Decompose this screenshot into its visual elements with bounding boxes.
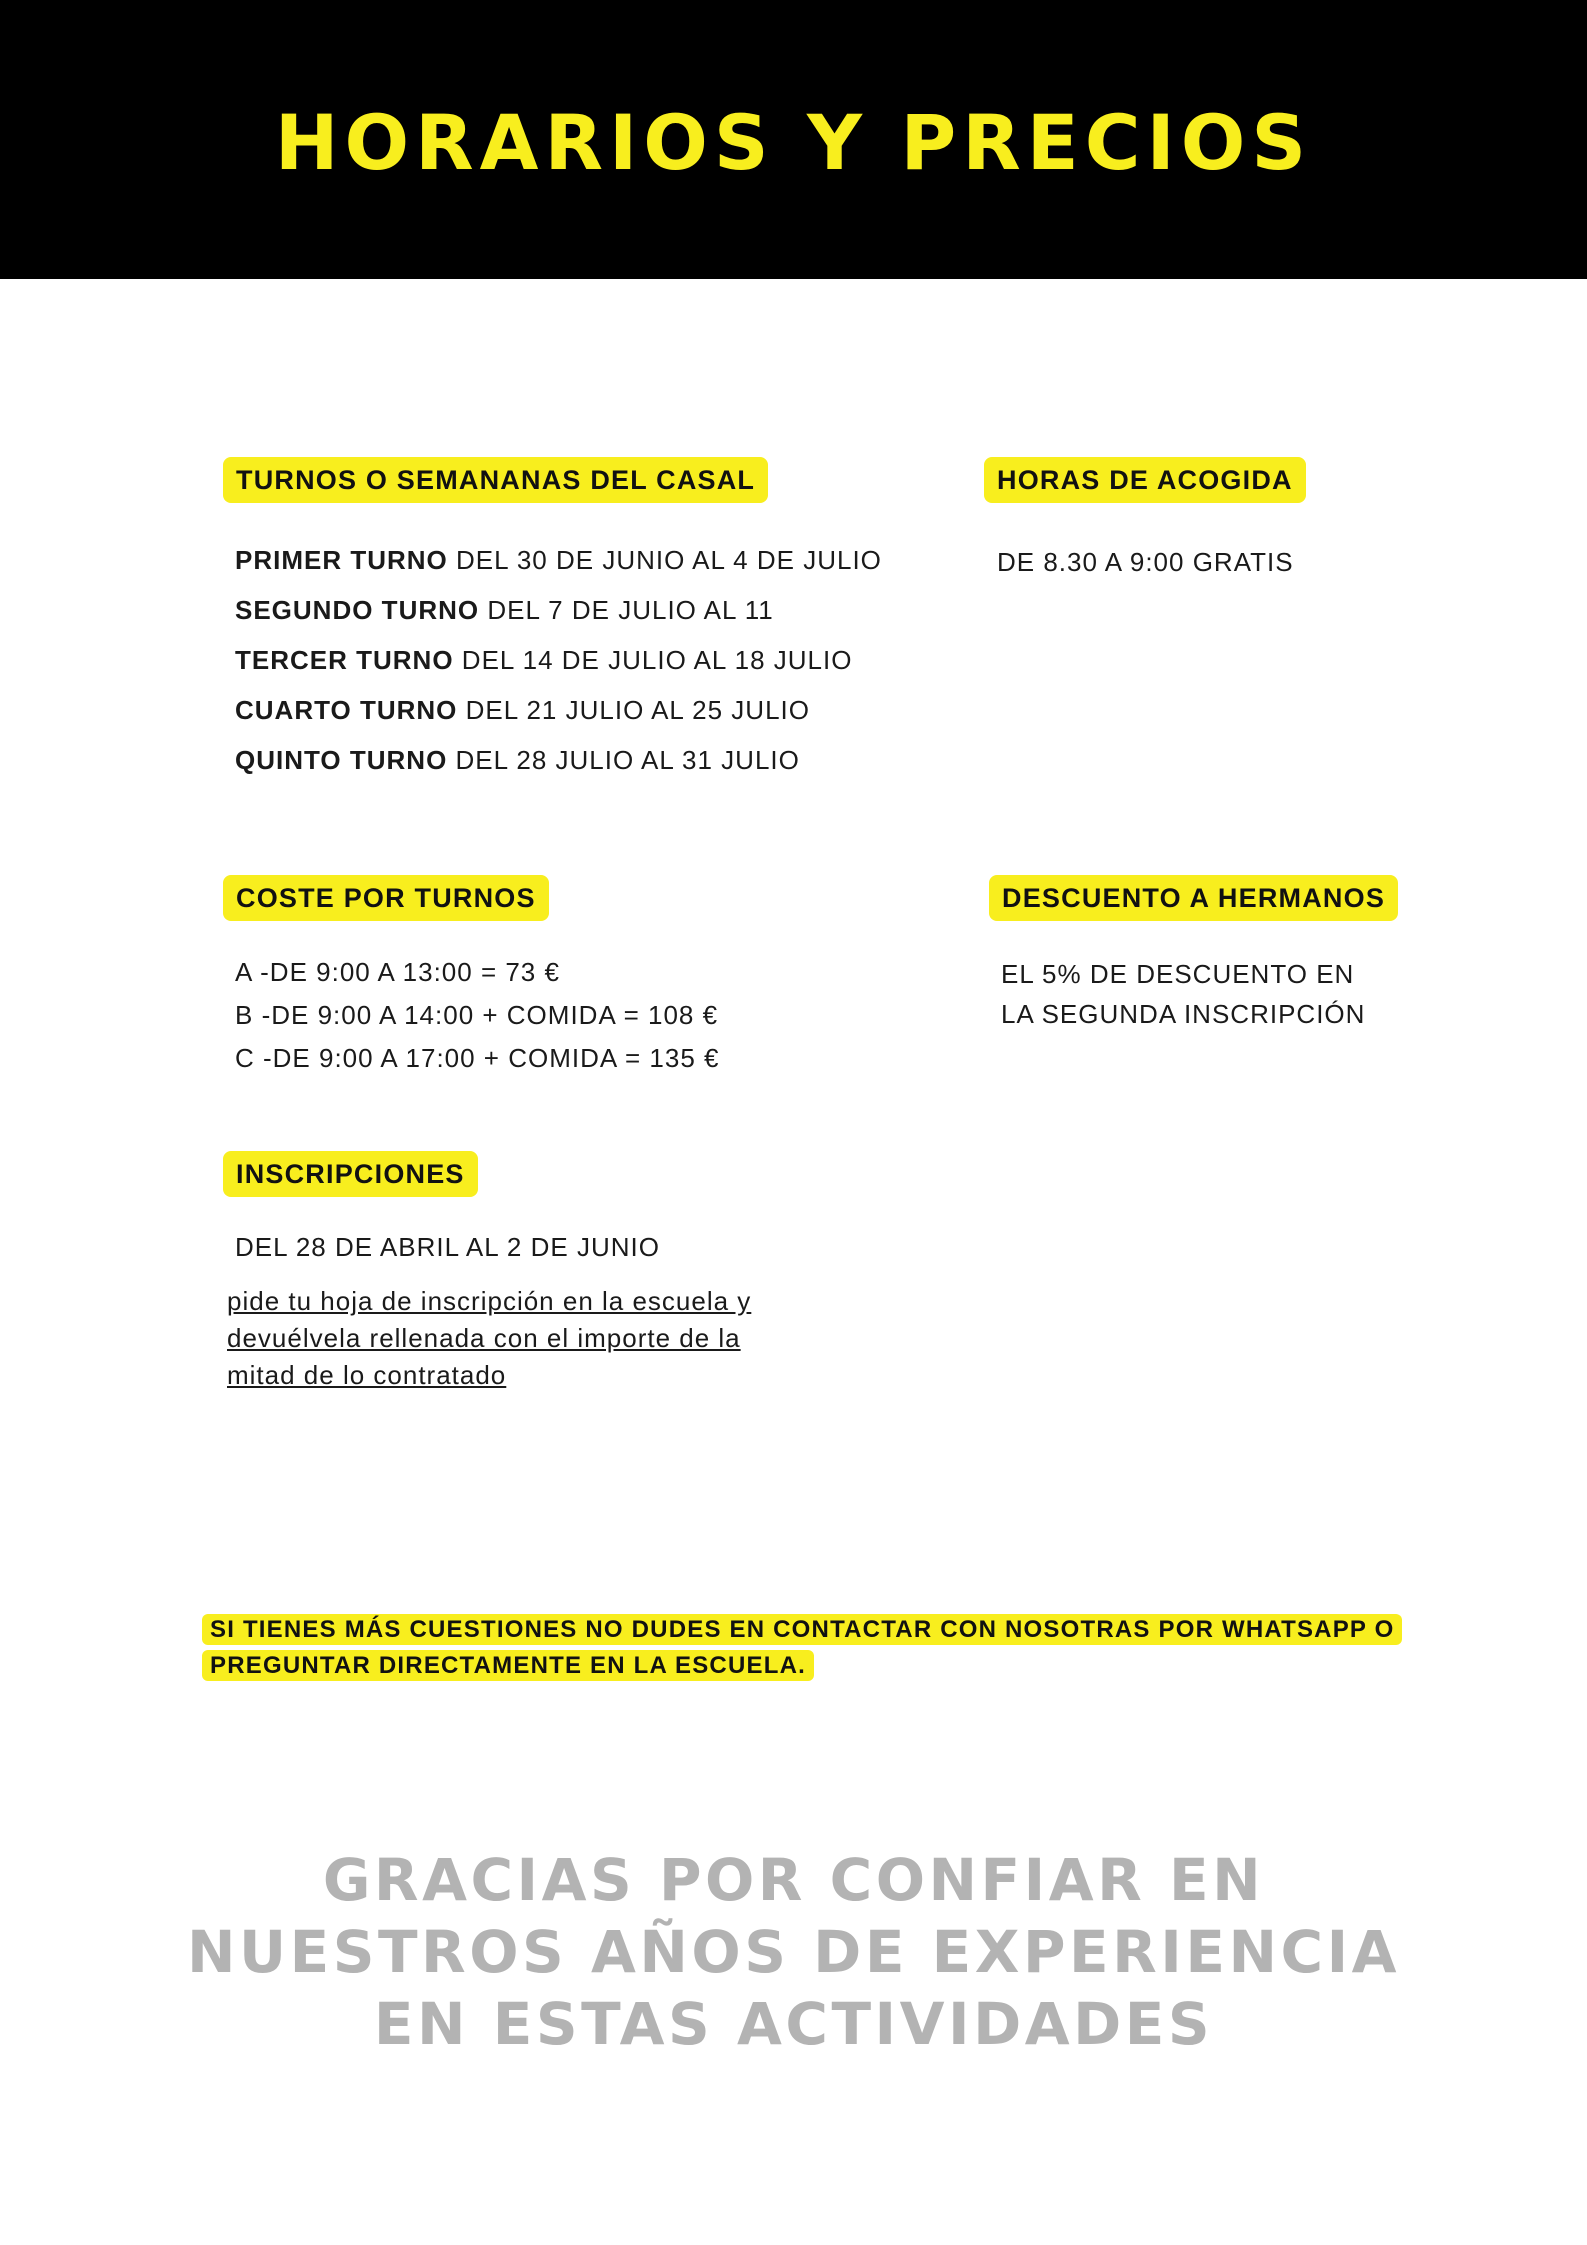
turno-label: SEGUNDO TURNO	[235, 595, 480, 625]
turno-item	[235, 743, 800, 777]
thanks-message	[0, 1844, 1587, 2060]
header-banner	[0, 0, 1587, 279]
coste-tag: COSTE POR TURNOS	[223, 875, 549, 921]
turno-dates: DEL 21 JULIO AL 25 JULIO	[457, 695, 810, 725]
contact-text: SI TIENES MÁS CUESTIONES NO DUDES EN CONTACTAR CON NOSOTRAS POR WHATSAPP O PREGUNTAR DIRECTAMENTE EN LA ESCUELA.	[202, 1614, 1402, 1681]
turno-dates: DEL 30 DE JUNIO AL 4 DE JULIO	[447, 545, 882, 575]
turnos-tag: TURNOS O SEMANANAS DEL CASAL	[223, 457, 768, 503]
turno-dates: DEL 14 DE JULIO AL 18 JULIO	[453, 645, 853, 675]
acogida-text: DE 8.30 A 9:00 GRATIS	[997, 547, 1294, 577]
turno-dates: DEL 7 DE JULIO AL 11	[479, 595, 774, 625]
turno-label: PRIMER TURNO	[235, 545, 448, 575]
contact-note	[202, 1612, 1422, 1684]
coste-line: A -DE 9:00 A 13:00 = 73 €	[235, 957, 560, 987]
inscripciones-tag: INSCRIPCIONES	[223, 1151, 478, 1197]
turno-item	[235, 593, 774, 627]
page-title: HORARIOS Y PRECIOS	[274, 98, 1313, 187]
turno-item	[235, 693, 810, 727]
inscripciones-dates: DEL 28 DE ABRIL AL 2 DE JUNIO	[235, 1232, 660, 1262]
turno-item	[235, 543, 882, 577]
turno-dates: DEL 28 JULIO AL 31 JULIO	[447, 745, 800, 775]
thanks-line: EN ESTAS ACTIVIDADES	[373, 1990, 1214, 2058]
coste-line: B -DE 9:00 A 14:00 + COMIDA = 108 €	[235, 1000, 719, 1030]
thanks-line: NUESTROS AÑOS DE EXPERIENCIA	[186, 1918, 1401, 1986]
inscripciones-note	[227, 1283, 787, 1394]
turno-label: CUARTO TURNO	[235, 695, 458, 725]
acogida-tag: HORAS DE ACOGIDA	[984, 457, 1306, 503]
descuento-line: EL 5% DE DESCUENTO EN	[1001, 959, 1355, 989]
note-line: devuélvela rellenada con el importe de la	[227, 1323, 741, 1353]
coste-line: C -DE 9:00 A 17:00 + COMIDA = 135 €	[235, 1043, 720, 1073]
turno-label: QUINTO TURNO	[235, 745, 448, 775]
note-line: mitad de lo contratado	[227, 1360, 507, 1390]
descuento-line: LA SEGUNDA INSCRIPCIÓN	[1001, 999, 1366, 1029]
turno-item	[235, 643, 852, 677]
descuento-tag: DESCUENTO A HERMANOS	[989, 875, 1398, 921]
thanks-line: GRACIAS POR CONFIAR EN	[322, 1846, 1265, 1914]
note-line: pide tu hoja de inscripción en la escuela y	[227, 1286, 752, 1316]
turno-label: TERCER TURNO	[235, 645, 454, 675]
